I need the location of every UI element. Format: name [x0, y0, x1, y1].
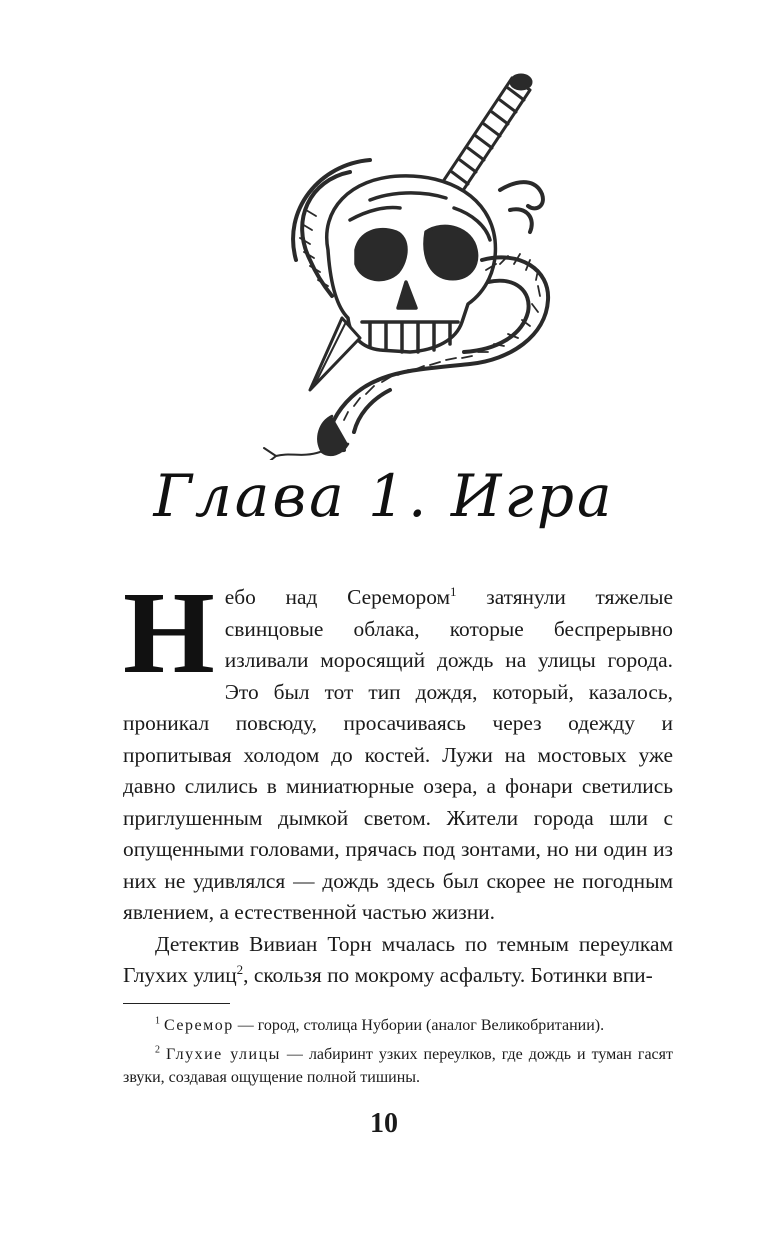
paragraph-1-text-rest: затянули тяжелые свинцовые облака, которые беспрерывно изливали моросящий дождь на улицы города. Это был тот тип дождя, который, казалось, проникал повсюду, просачиваясь через одежду и пропитывая холодом до костей. Лужи на мостовых уже давно слились в миниатюрные озера, а фонари светились приглушенным дымкой светом. Жители города шли с опущенными головами, прячась под зонтами, но ни один из них не удивлялся — дождь здесь был скорее не погодным явлением, а естественной частью жизни. — [123, 585, 673, 924]
skull-dagger-snake-icon — [250, 60, 570, 460]
footnotes — [123, 1014, 673, 1095]
paragraph-1 — [123, 567, 673, 929]
page-number: 10 — [370, 1108, 398, 1139]
paragraph-2-text-start: Детектив Вивиан Торн мчалась по темным переулкам Глухих улиц — [123, 931, 673, 987]
footnote-2-term: Глухие улицы — [166, 1045, 281, 1063]
chapter-title: Глава 1. Игра — [153, 462, 615, 530]
footnote-2 — [123, 1043, 673, 1090]
footnote-1 — [123, 1014, 673, 1038]
footnote-ref-2[interactable]: 2 — [236, 961, 244, 977]
paragraph-2-text-rest: , скользя по мокрому асфальту. Ботинки впи- — [243, 963, 653, 987]
body-text — [123, 567, 673, 992]
footnote-2-text: — лабиринт узких переулков, где дождь и туман гасят звуки, создавая ощущение полной тишины. — [123, 1045, 673, 1086]
paragraph-1-text-start: ебо над Серемором — [224, 585, 451, 609]
footnote-1-mark: 1 — [155, 1015, 160, 1027]
footnote-1-text: — город, столица Нубории (аналог Великобритании). — [233, 1017, 605, 1034]
paragraph-2 — [123, 929, 673, 992]
footnote-ref-1[interactable]: 1 — [450, 583, 457, 599]
drop-cap: Н — [123, 567, 215, 698]
footnote-2-mark: 2 — [155, 1044, 160, 1056]
footnote-divider — [123, 1003, 230, 1004]
footnote-1-term: Серемор — [164, 1017, 234, 1034]
